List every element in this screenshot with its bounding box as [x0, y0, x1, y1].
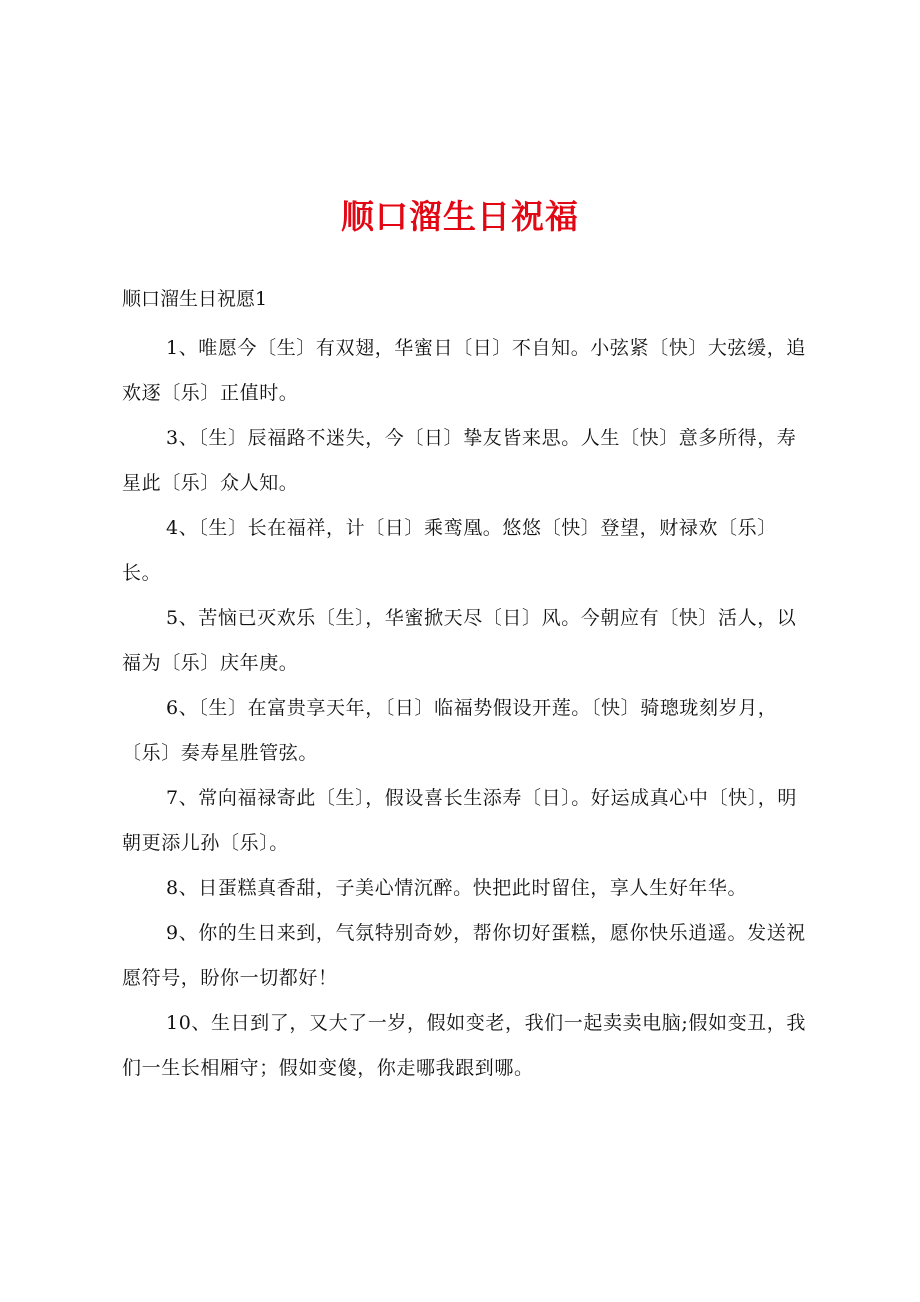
paragraph-4: 4、〔生〕长在福祥，计〔日〕乘鸾凰。悠悠〔快〕登望，财禄欢〔乐〕长。	[122, 517, 777, 584]
paragraph-6: 6、〔生〕在富贵享天年，〔日〕临福势假设开莲。〔快〕骑璁珑刻岁月，〔乐〕奏寿星胜管弦。	[122, 697, 778, 764]
document-title: 顺口溜生日祝福	[341, 197, 579, 236]
paragraph-8: 8、日蛋糕真香甜，子美心情沉醉。快把此时留住，享人生好年华。	[166, 877, 748, 899]
paragraph-3: 3、〔生〕辰福路不迷失，今〔日〕挚友皆来思。人生〔快〕意多所得，寿星此〔乐〕众人知。	[122, 427, 797, 494]
document-body	[122, 326, 810, 1091]
document-subtitle: 顺口溜生日祝愿1	[122, 288, 268, 310]
paragraph-7: 7、常向福禄寄此〔生〕，假设喜长生添寿〔日〕。好运成真心中〔快〕，明朝更添儿孙〔乐〕。	[122, 787, 797, 854]
paragraph-10: 10、生日到了，又大了一岁，假如变老，我们一起卖卖电脑;假如变丑，我们一生长相厢守；假如变傻，你走哪我跟到哪。	[122, 1012, 806, 1079]
paragraph-9: 9、你的生日来到，气氛特别奇妙，帮你切好蛋糕，愿你快乐逍遥。发送祝愿符号，盼你一切都好！	[122, 922, 806, 989]
paragraph-1: 1、唯愿今〔生〕有双翅，华蜜日〔日〕不自知。小弦紧〔快〕大弦缓，追欢逐〔乐〕正值时。	[122, 337, 806, 404]
paragraph-5: 5、苦恼已灭欢乐〔生〕，华蜜掀天尽〔日〕风。今朝应有〔快〕活人，以福为〔乐〕庆年庚。	[122, 607, 797, 674]
